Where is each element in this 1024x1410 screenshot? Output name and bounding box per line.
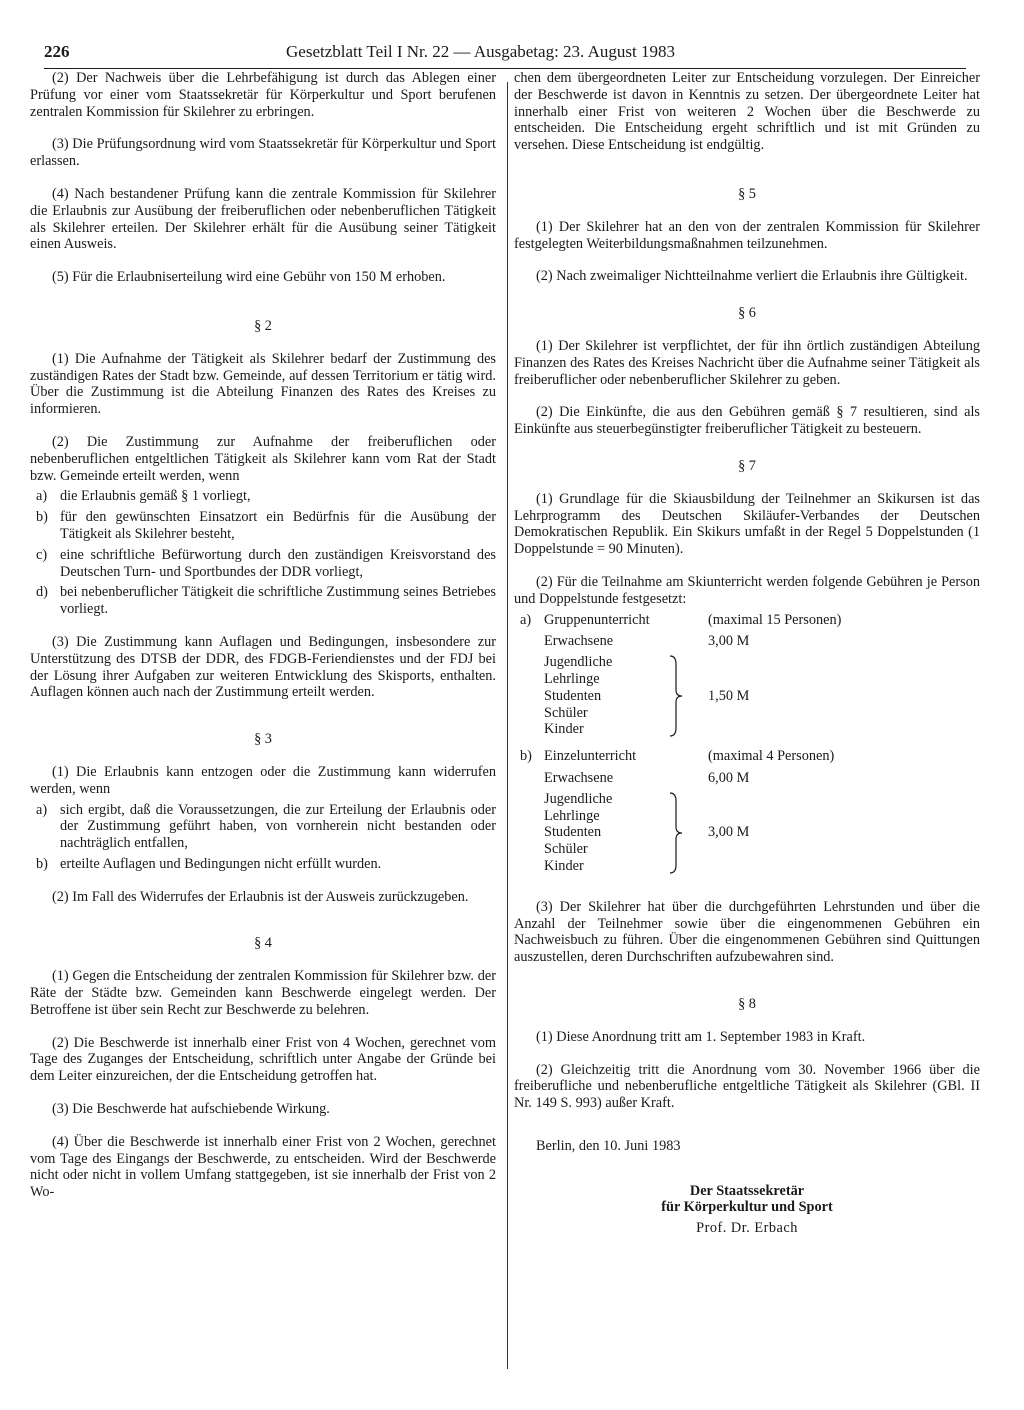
paragraph: (2) Die Einkünfte, die aus den Gebühren gemäß § 7 resultieren, sind als Einkünfte aus steuerbegünstigter freiberuflicher Tätigkeit zu besteuern. — [514, 404, 980, 438]
list-text: bei nebenberuflicher Tätigkeit die schriftliche Zustimmung seines Betriebes vorliegt. — [60, 584, 496, 618]
paragraph: (3) Die Beschwerde hat aufschiebende Wirkung. — [52, 1101, 330, 1118]
header-rule — [44, 68, 966, 69]
fee-group-name: Lehrlinge — [544, 670, 600, 687]
list-text: die Erlaubnis gemäß § 1 vorliegt, — [60, 488, 251, 505]
curly-brace-icon — [668, 654, 684, 738]
list-item — [30, 488, 496, 505]
paragraph: (2) Für die Teilnahme am Skiunterricht werden folgende Gebühren je Person und Doppelstunde festgesetzt: — [514, 573, 980, 607]
fee-group-names — [544, 654, 664, 738]
section-heading: § 2 — [254, 317, 272, 334]
fee-group-price: 1,50 M — [708, 687, 750, 704]
signatory-title: Der Staatssekretär — [689, 1182, 805, 1199]
signing-date: Berlin, den 10. Juni 1983 — [536, 1137, 681, 1154]
fee-category: Gruppenunterricht — [544, 611, 650, 628]
fee-label: b) — [520, 748, 532, 765]
section-heading: § 6 — [738, 305, 756, 322]
right-column — [514, 70, 980, 1237]
fee-category-row — [514, 748, 980, 765]
fee-max-persons: (maximal 4 Personen) — [708, 748, 835, 765]
list-text: sich ergibt, daß die Voraussetzungen, die zur Erteilung der Erlaubnis oder der Zustimmung geführt haben, von vornherein nicht bestanden oder nachträglich entfallen, — [60, 801, 496, 852]
fee-adult-price: 3,00 M — [708, 633, 750, 650]
page-number: 226 — [44, 42, 70, 61]
signatory-name: Prof. Dr. Erbach — [696, 1220, 798, 1237]
fee-group-name: Studenten — [544, 687, 602, 704]
list-text: eine schriftliche Befürwortung durch den zuständigen Kreisvorstand des Deutschen Turn- und Sportbundes der DDR vorliegt, — [60, 546, 496, 580]
paragraph: (2) Gleichzeitig tritt die Anordnung vom 30. November 1966 über die freiberufliche und nebenberufliche entgeltliche Tätigkeit als Skilehrer (GBl. II Nr. 149 S. 993) außer Kraft. — [514, 1061, 980, 1112]
paragraph: (1) Die Aufnahme der Tätigkeit als Skilehrer bedarf der Zustimmung des zuständigen Rates der Stadt bzw. Gemeinde, auf dessen Territorium er tätig wird. Über die Zustimmung ist die Abteilung Finanzen des Rates des Kreises zu informieren. — [30, 350, 496, 418]
list-item — [30, 547, 496, 581]
fee-group-name: Kinder — [544, 721, 584, 738]
paragraph: (5) Für die Erlaubniserteilung wird eine Gebühr von 150 M erhoben. — [52, 269, 446, 286]
fee-adult-row — [514, 770, 980, 787]
paragraph: (1) Diese Anordnung tritt am 1. September 1983 in Kraft. — [536, 1028, 866, 1045]
list-text: erteilte Auflagen und Bedingungen nicht erfüllt wurden. — [60, 855, 382, 872]
fee-group-price: 3,00 M — [708, 824, 750, 841]
paragraph: (1) Der Skilehrer ist verpflichtet, der für ihn örtlich zuständigen Abteilung Finanzen des Rates des Kreises Nachricht über die Aufnahme seiner Tätigkeit als freiberuflicher oder nebenberuflicher Skilehrer zu geben. — [514, 337, 980, 388]
fee-group-row — [514, 654, 980, 738]
list-label: d) — [36, 584, 48, 601]
paragraph: (4) Über die Beschwerde ist innerhalb einer Frist von 2 Wochen, gerechnet vom Tage des Eingangs der Beschwerde, zu entscheiden. Wird der Beschwerde nicht oder nicht in vollem Umfang stattgegeben, ist sie innerhalb der Frist von 2 Wo- — [30, 1133, 496, 1201]
paragraph: (1) Der Skilehrer hat an den von der zentralen Kommission für Skilehrer festgelegten Weiterbildungsmaßnahmen teilzunehmen. — [514, 218, 980, 252]
curly-brace-icon — [668, 791, 684, 875]
fee-group-names — [544, 791, 664, 875]
paragraph: (2) Die Zustimmung zur Aufnahme der freiberuflichen oder nebenberuflichen entgeltlichen Tätigkeit als Skilehrer kann vom Rat der Stadt bzw. Gemeinde erteilt werden, wenn — [30, 433, 496, 484]
paragraph: (2) Der Nachweis über die Lehrbefähigung ist durch das Ablegen einer Prüfung vor einer vom Staatssekretär für Körperkultur und Sport berufenen zentralen Kommission für Skilehrer zu erbringen. — [30, 70, 496, 120]
list-label: a) — [36, 488, 48, 505]
gazette-header: Gesetzblatt Teil I Nr. 22 — Ausgabetag: 23. August 1983 — [286, 42, 675, 61]
fee-group-name: Lehrlinge — [544, 807, 600, 824]
fee-adult-row — [514, 633, 980, 650]
paragraph: (1) Die Erlaubnis kann entzogen oder die Zustimmung kann widerrufen werden, wenn — [30, 763, 496, 797]
fee-adult-label: Erwachsene — [544, 769, 614, 786]
paragraph: (2) Die Beschwerde ist innerhalb einer Frist von 4 Wochen, gerechnet vom Tage des Zuganges der Entscheidung, schriftlich unter Angabe der Gründe bei dem Leiter einzureichen, der die Entscheidung getroffen hat. — [30, 1034, 496, 1085]
paragraph: (1) Grundlage für die Skiausbildung der Teilnehmer an Skikursen ist das Lehrprogramm des Deutschen Skiläufer-Verbandes der Deutschen Demokratischen Republik. Ein Skikurs umfaßt in der Regel 5 Doppelstunden (1 Doppelstunde = 90 Minuten). — [514, 490, 980, 558]
paragraph-continuation: chen dem übergeordneten Leiter zur Entscheidung vorzulegen. Der Einreicher der Beschwerde ist davon in Kenntnis zu setzen. Der übergeordnete Leiter hat innerhalb einer Frist von weiteren 2 Wochen über die Beschwerde zu entscheiden. Die Entscheidung ergeht schriftlich und ist mit Gründen zu versehen. Diese Entscheidung ist endgültig. — [514, 70, 980, 154]
fee-group-row — [514, 791, 980, 875]
column-divider — [507, 82, 508, 1369]
list-item — [30, 802, 496, 852]
paragraph: (2) Im Fall des Widerrufes der Erlaubnis ist der Ausweis zurückzugeben. — [52, 888, 469, 905]
fee-group-name: Kinder — [544, 857, 584, 874]
fee-group-name: Studenten — [544, 824, 602, 841]
paragraph: (3) Der Skilehrer hat über die durchgeführten Lehrstunden und über die Anzahl der Teilnehmer sowie über die eingenommenen Gebühren ein Nachweisbuch zu führen. Über die eingenommenen Gebühren sind Quittungen auszustellen, deren Durchschriften aufzubewahren sind. — [514, 898, 980, 966]
section-heading: § 5 — [738, 185, 756, 202]
paragraph: (1) Gegen die Entscheidung der zentralen Kommission für Skilehrer bzw. der Räte der Städte bzw. Gemeinden kann Beschwerde eingelegt werden. Der Betroffene ist über sein Recht zur Beschwerde zu belehren. — [30, 968, 496, 1018]
section-heading: § 8 — [738, 995, 756, 1012]
left-column — [30, 70, 496, 1201]
list-text: für den gewünschten Einsatzort ein Bedürfnis für die Ausübung der Tätigkeit als Skilehrer besteht, — [60, 509, 496, 542]
list-label: b) — [36, 509, 48, 526]
list-item — [30, 856, 496, 873]
fee-category-row — [514, 612, 980, 629]
fee-category: Einzelunterricht — [544, 748, 637, 765]
signatory-office: für Körperkultur und Sport — [661, 1199, 833, 1216]
fee-label: a) — [520, 611, 532, 628]
list-item — [30, 509, 496, 543]
section-heading: § 3 — [254, 731, 272, 748]
section-heading: § 4 — [254, 935, 272, 952]
list-item — [30, 584, 496, 618]
fee-group-name: Jugendliche — [544, 790, 613, 807]
fee-group-name: Schüler — [544, 704, 588, 721]
list-label: a) — [36, 801, 48, 818]
fee-max-persons: (maximal 15 Personen) — [708, 611, 842, 628]
paragraph: (2) Nach zweimaliger Nichtteilnahme verliert die Erlaubnis ihre Gültigkeit. — [536, 268, 968, 285]
fee-group-name: Schüler — [544, 841, 588, 858]
fee-group-name: Jugendliche — [544, 654, 613, 671]
list-label: b) — [36, 855, 48, 872]
section-heading: § 7 — [738, 457, 756, 474]
paragraph: (3) Die Zustimmung kann Auflagen und Bedingungen, insbesondere zur Unterstützung des DTSB der DDR, des FDGB-Feriendienstes und der FDJ bei der Lösung ihrer Aufgaben zur weiteren Entwicklung des Skisports, enthalten. Auflagen können auch nach der Zustimmung erteilt werden. — [30, 633, 496, 701]
fee-adult-price: 6,00 M — [708, 769, 750, 786]
paragraph: (4) Nach bestandener Prüfung kann die zentrale Kommission für Skilehrer die Erlaubnis zur Ausübung der freiberuflichen oder nebenberuflichen Tätigkeit als Skilehrer erteilen. Der Skilehrer erhält für die Ausübung seiner Tätigkeit einen Ausweis. — [30, 185, 496, 253]
paragraph: (3) Die Prüfungsordnung wird vom Staatssekretär für Körperkultur und Sport erlassen. — [30, 136, 496, 170]
list-label: c) — [36, 546, 48, 563]
fee-adult-label: Erwachsene — [544, 633, 614, 650]
